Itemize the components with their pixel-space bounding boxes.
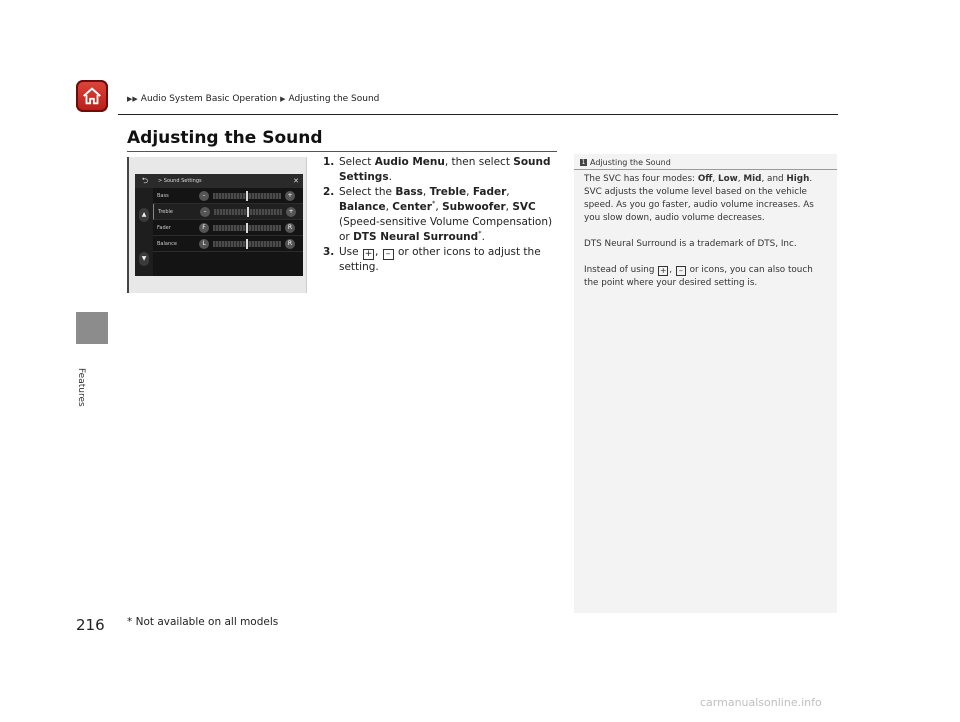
note-body <box>584 173 830 303</box>
step-text: Select Audio Menu, then select Sound Settings. <box>339 156 551 183</box>
step-text: Use + , – or other icons to adjust the setting. <box>339 246 541 273</box>
scroll-down-icon: ▼ <box>139 252 149 266</box>
step-2 <box>323 185 553 245</box>
back-icon: ⮌ <box>141 176 149 185</box>
front-icon: F <box>199 223 209 233</box>
step-3 <box>323 245 553 275</box>
row-label: Balance <box>157 241 177 247</box>
breadcrumb-arrow-icon: ▶▶ <box>127 95 138 103</box>
row-label: Treble <box>158 209 173 215</box>
plus-icon: + <box>659 266 667 275</box>
note-heading-text: Adjusting the Sound <box>590 158 671 167</box>
level-knob <box>246 223 248 233</box>
close-icon: ✕ <box>293 177 299 185</box>
plus-icon: + <box>364 249 373 259</box>
note-paragraph-trademark: DTS Neural Surround is a trademark of DTS, Inc. <box>584 239 797 249</box>
note-paragraph-touch: Instead of using + , – or icons, you can also touch the point where your desired setting is. <box>584 265 813 288</box>
section-tab[interactable] <box>76 312 108 344</box>
note-paragraph-svc: The SVC has four modes: Off, Low, Mid, and High. SVC adjusts the volume level based on the vehicle speed. As you go faster, audio volume increases. As you slow down, audio volume decreases. <box>584 174 814 223</box>
minus-icon: – <box>200 207 210 217</box>
header-divider <box>118 114 838 115</box>
step-number: 3. <box>323 246 335 258</box>
level-knob <box>247 207 249 217</box>
scroll-up-icon: ▲ <box>139 208 149 222</box>
page-title: Adjusting the Sound <box>127 128 323 148</box>
title-divider <box>127 151 557 152</box>
left-icon: L <box>199 239 209 249</box>
level-knob <box>246 239 248 249</box>
side-note <box>574 154 837 613</box>
breadcrumb <box>127 94 379 104</box>
screen-row-bass <box>153 188 303 204</box>
page-number: 216 <box>76 616 105 634</box>
minus-icon: – <box>199 191 209 201</box>
screen-row-treble <box>153 204 303 220</box>
sound-settings-screenshot <box>127 157 307 293</box>
minus-icon: – <box>676 266 686 276</box>
home-button[interactable] <box>76 80 108 112</box>
screen-row-fader <box>153 220 303 236</box>
section-label: Features <box>76 368 86 407</box>
row-label: Fader <box>157 225 171 231</box>
screen-display <box>135 174 303 276</box>
right-icon: R <box>285 239 295 249</box>
row-label: Bass <box>157 193 169 199</box>
note-icon: 1 <box>581 159 586 166</box>
plus-icon: + <box>286 207 296 217</box>
home-icon <box>81 85 103 107</box>
breadcrumb-parent[interactable]: Audio System Basic Operation <box>140 94 278 104</box>
screen-scroll-rail <box>135 188 153 276</box>
screen-header <box>135 174 303 188</box>
instruction-steps <box>323 155 553 275</box>
step-1 <box>323 155 553 185</box>
level-knob <box>246 191 248 201</box>
screen-title: > Sound Settings <box>158 178 202 184</box>
rear-icon: R <box>285 223 295 233</box>
plus-icon: + <box>285 191 295 201</box>
step-number: 1. <box>323 156 335 168</box>
minus-icon: – <box>383 249 394 260</box>
watermark: carmanualsonline.info <box>700 696 822 709</box>
breadcrumb-arrow-icon: ▶ <box>280 95 286 103</box>
screen-row-balance <box>153 236 303 252</box>
step-number: 2. <box>323 186 335 198</box>
footnote: * Not available on all models <box>127 616 279 628</box>
note-divider <box>574 169 837 170</box>
breadcrumb-current: Adjusting the Sound <box>288 94 380 104</box>
note-heading <box>580 158 671 167</box>
step-text: Select the Bass, Treble, Fader, Balance, Center*, Subwoofer, SVC (Speed-sensitive Volume Compensation) or DTS Neural Surround*. <box>339 186 553 243</box>
